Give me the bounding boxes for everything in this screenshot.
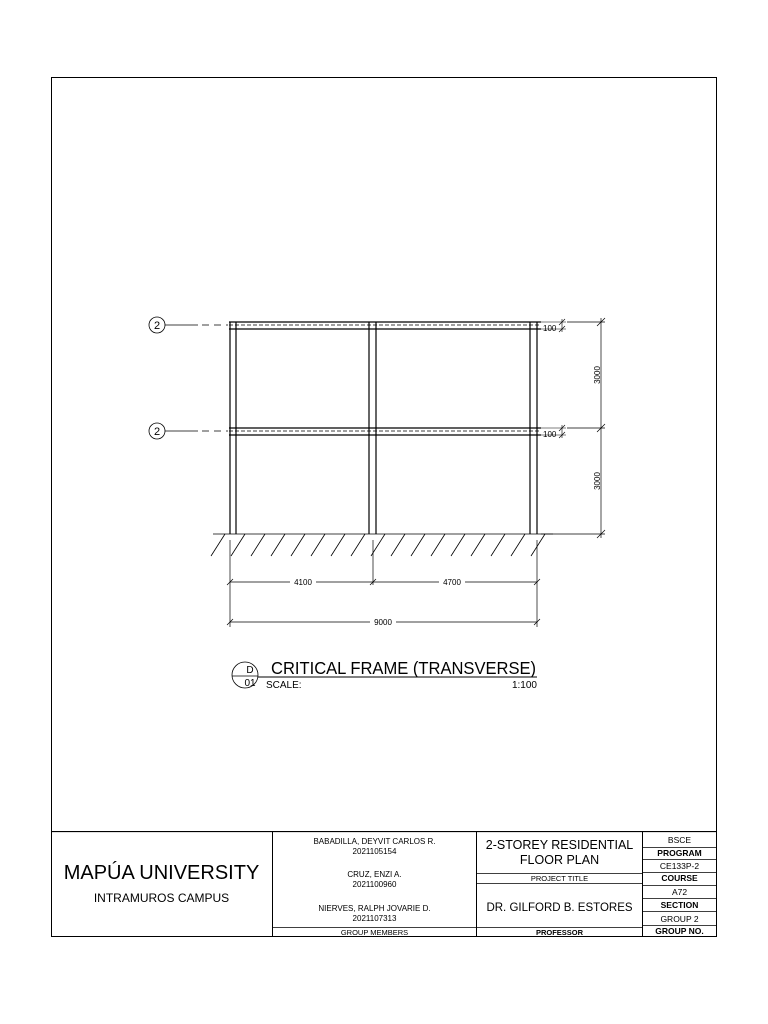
detail-sheet: 01 xyxy=(244,678,256,689)
project-title-line1: 2-STOREY RESIDENTIAL xyxy=(485,838,634,852)
ground-hatch xyxy=(211,534,553,556)
height-label-lower: 3000 xyxy=(593,472,602,490)
member-3 xyxy=(273,904,476,924)
height-label-upper: 3000 xyxy=(593,366,602,384)
span-label-left: 4100 xyxy=(294,578,312,587)
group-label: GROUP NO. xyxy=(655,926,704,936)
grid-bubble-mid-label: 2 xyxy=(153,426,161,438)
offset-label-mid: 100 xyxy=(543,430,557,439)
group-members-label: GROUP MEMBERS xyxy=(340,928,409,937)
campus-name: INTRAMUROS CAMPUS xyxy=(93,891,230,905)
program-value: BSCE xyxy=(667,835,692,845)
course-value: CE133P-2 xyxy=(659,861,700,871)
project-title-line2: FLOOR PLAN xyxy=(519,853,600,867)
member-3-name: NIERVES, RALPH JOVARIE D. xyxy=(318,904,431,913)
detail-bubble xyxy=(232,662,258,689)
title-block xyxy=(51,831,717,937)
course-label: COURSE xyxy=(661,873,698,883)
section-label: SECTION xyxy=(660,900,699,910)
scale-value: 1:100 xyxy=(511,680,537,691)
university-name: MAPÚA UNIVERSITY xyxy=(63,862,260,884)
detail-letter: D xyxy=(246,665,254,676)
member-3-id: 2021107313 xyxy=(352,914,397,923)
grid-bubble-top xyxy=(149,317,228,333)
project-title xyxy=(477,838,642,868)
floor-beam xyxy=(229,428,541,435)
member-2-name: CRUZ, ENZI A. xyxy=(347,870,402,879)
project-title-label: PROJECT TITLE xyxy=(530,874,589,883)
group-value: GROUP 2 xyxy=(660,914,699,924)
span-label-total: 9000 xyxy=(374,618,392,627)
scale-label: SCALE: xyxy=(266,680,302,691)
program-label: PROGRAM xyxy=(657,848,702,858)
section-value: A72 xyxy=(671,887,688,897)
member-1-id: 2021105154 xyxy=(352,847,397,856)
professor-name: DR. GILFORD B. ESTORES xyxy=(486,902,633,914)
professor-label: PROFESSOR xyxy=(535,928,584,937)
roof-beam xyxy=(229,322,541,329)
offset-label-top: 100 xyxy=(543,324,557,333)
member-1-name: BABADILLA, DEYVIT CARLOS R. xyxy=(313,837,436,846)
member-1 xyxy=(273,837,476,857)
member-2 xyxy=(273,870,476,890)
span-label-right: 4700 xyxy=(443,578,461,587)
detail-title: CRITICAL FRAME (TRANSVERSE) xyxy=(271,657,537,679)
member-2-id: 2021100960 xyxy=(352,880,397,889)
grid-bubble-top-label: 2 xyxy=(153,320,161,332)
grid-bubble-mid xyxy=(149,423,228,439)
